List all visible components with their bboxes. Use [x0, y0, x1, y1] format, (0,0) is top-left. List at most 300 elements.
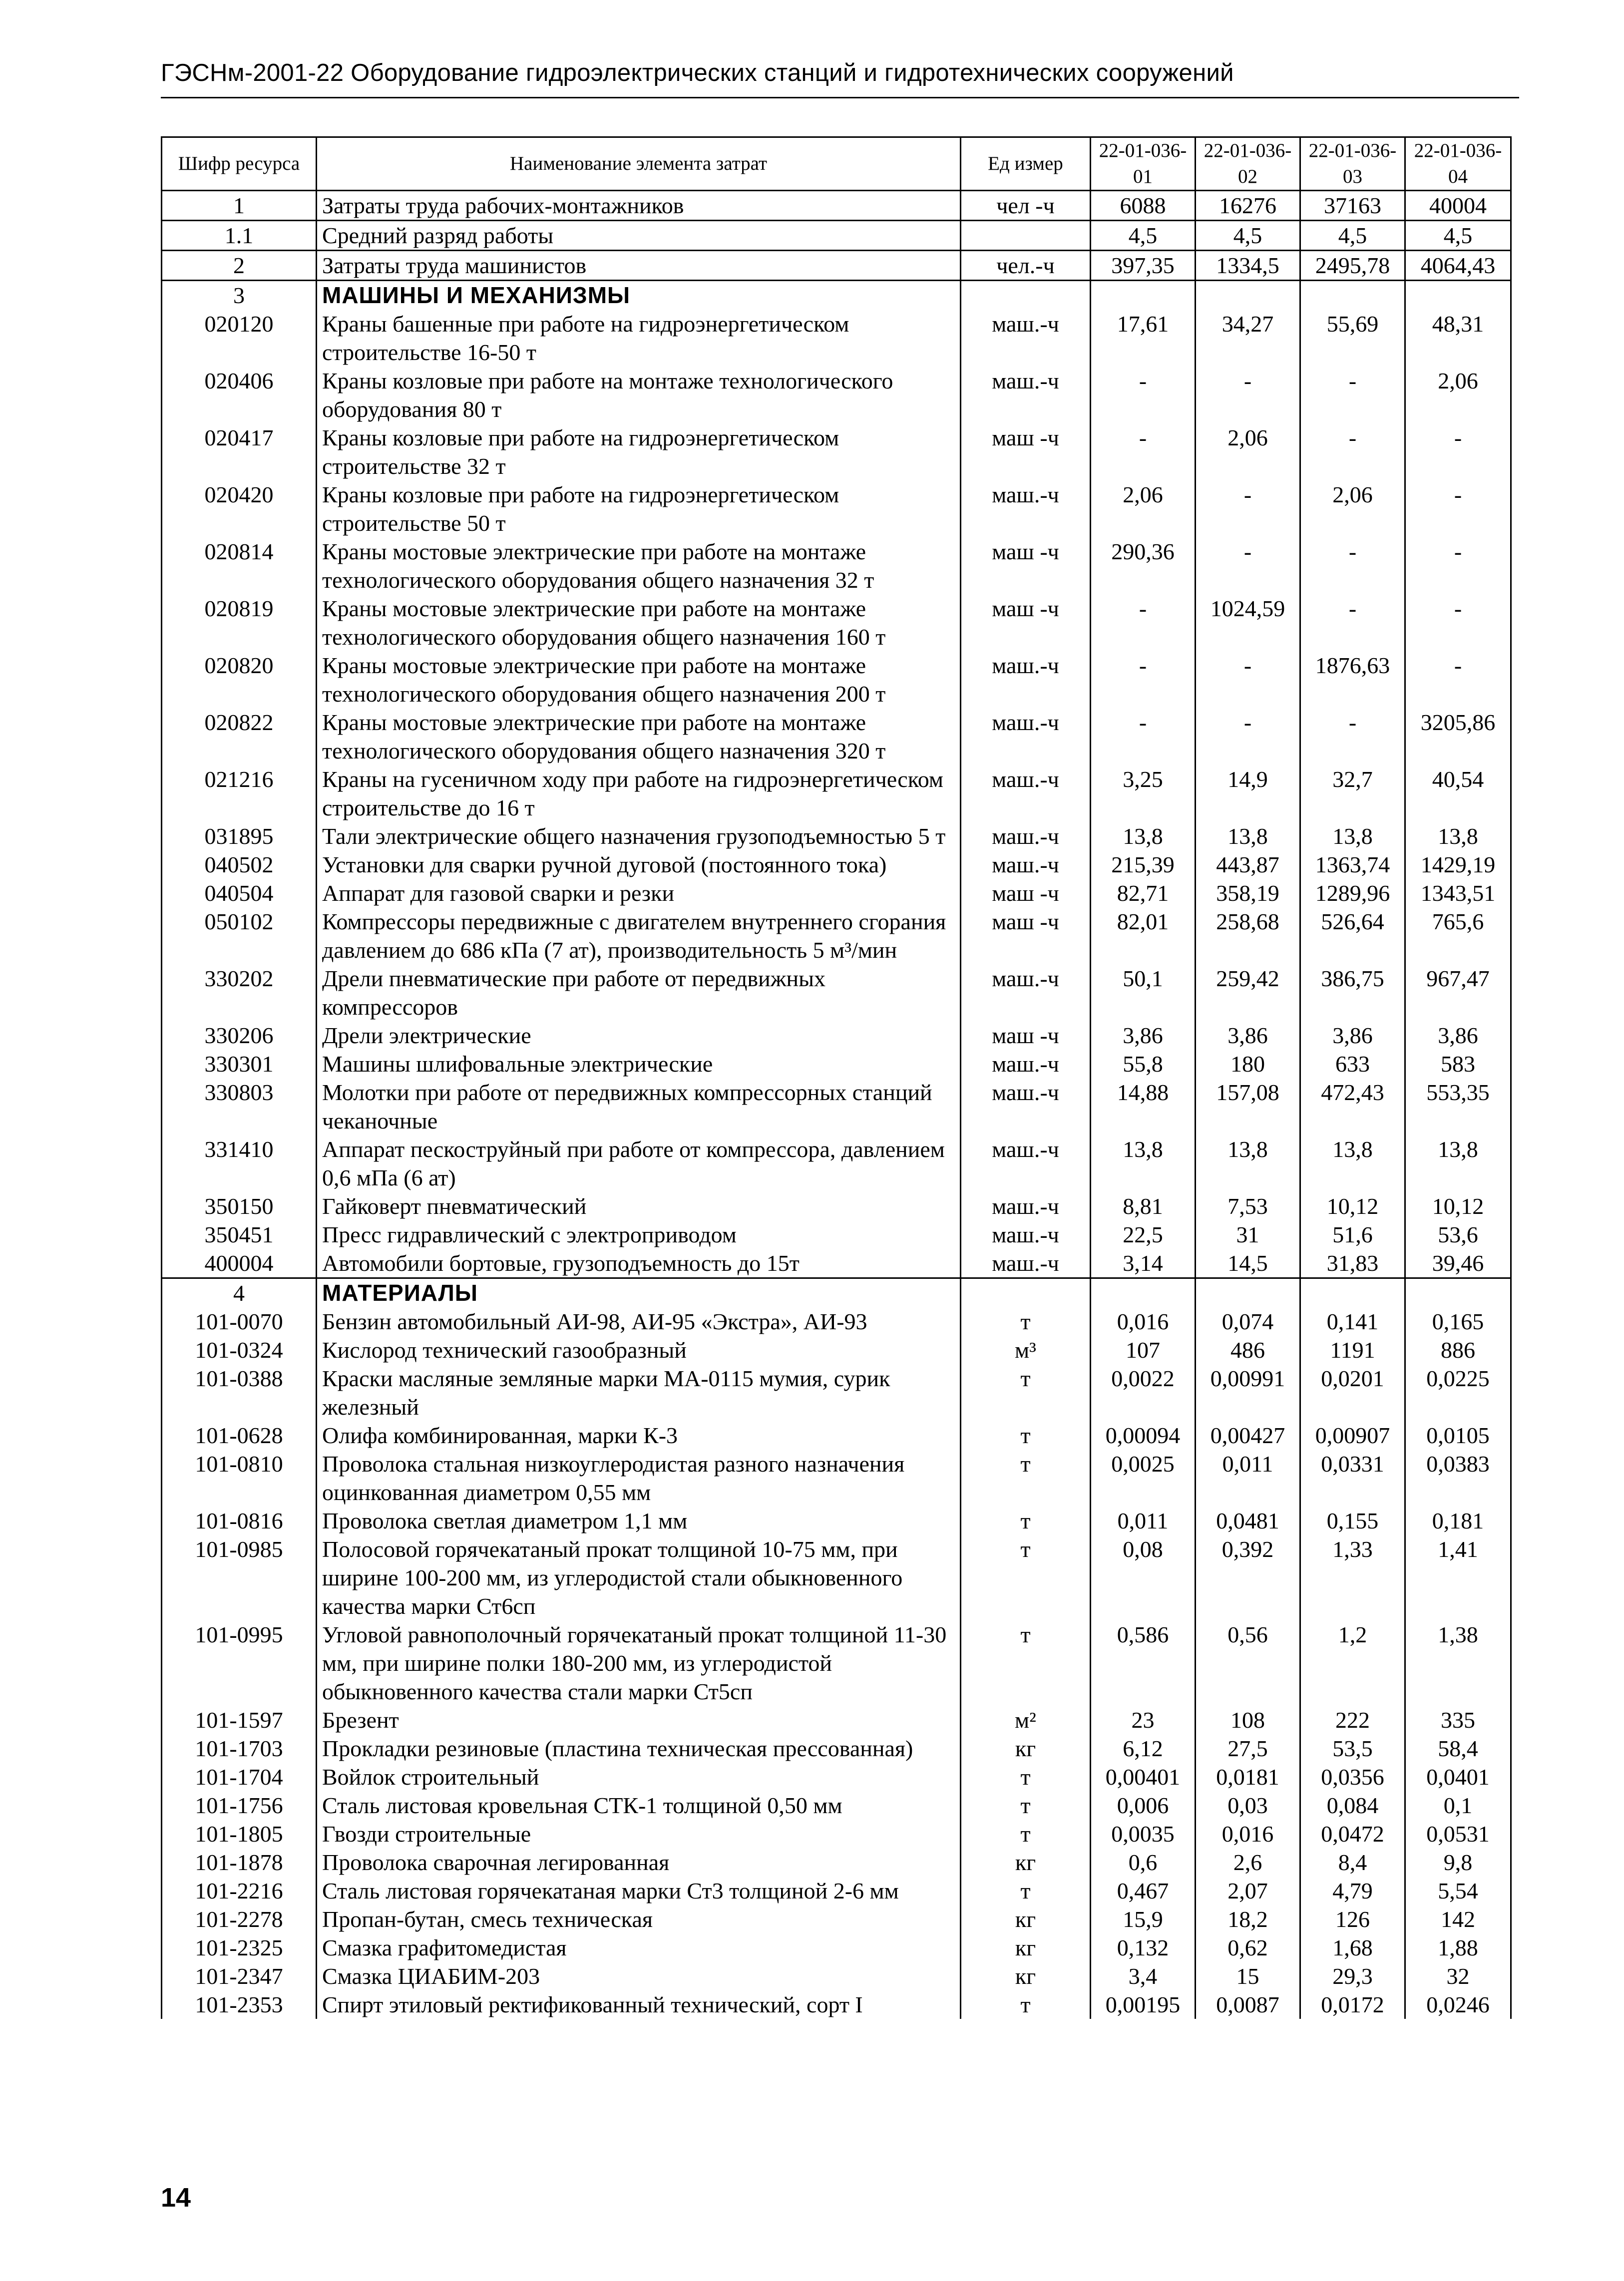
- cell-value-4: 1,38: [1405, 1620, 1511, 1706]
- cell-value-3: 8,4: [1300, 1848, 1405, 1877]
- cell-unit: маш -ч: [961, 423, 1091, 480]
- cell-value-4: 4,5: [1405, 221, 1511, 251]
- cell-value-1: -: [1091, 708, 1196, 765]
- table-row: [162, 850, 1511, 879]
- cell-name: Смазка ЦИАБИМ-203: [317, 1962, 961, 1990]
- cell-value-4: 0,1: [1405, 1791, 1511, 1820]
- cell-value-2: -: [1196, 651, 1300, 708]
- cell-value-1: [1091, 281, 1196, 310]
- cell-value-1: 15,9: [1091, 1905, 1196, 1933]
- cell-value-3: 4,79: [1300, 1877, 1405, 1905]
- cell-value-2: 0,0481: [1196, 1507, 1300, 1535]
- cell-unit: маш.-ч: [961, 708, 1091, 765]
- cell-value-1: 17,61: [1091, 310, 1196, 367]
- cell-code: 330202: [162, 964, 317, 1021]
- cell-value-2: 14,9: [1196, 765, 1300, 822]
- cell-code: 101-1756: [162, 1791, 317, 1820]
- cell-name: Краны козловые при работе на гидроэнергетическом строительстве 32 т: [317, 423, 961, 480]
- cell-value-2: 7,53: [1196, 1192, 1300, 1220]
- cell-name: Тали электрические общего назначения грузоподъемностью 5 т: [317, 822, 961, 850]
- cell-code: 101-2353: [162, 1990, 317, 2019]
- cell-name: Краны мостовые электрические при работе на монтаже технологического оборудования общего назначения 320 т: [317, 708, 961, 765]
- table-row: [162, 594, 1511, 651]
- cell-value-3: 55,69: [1300, 310, 1405, 367]
- cell-value-3: 1289,96: [1300, 879, 1405, 907]
- cell-name: МАШИНЫ И МЕХАНИЗМЫ: [317, 281, 961, 310]
- cell-value-2: 14,5: [1196, 1249, 1300, 1278]
- cell-code: 1.1: [162, 221, 317, 251]
- cell-value-4: 553,35: [1405, 1078, 1511, 1135]
- cell-code: 101-0070: [162, 1307, 317, 1336]
- cell-unit: [961, 281, 1091, 310]
- cell-value-4: 5,54: [1405, 1877, 1511, 1905]
- cell-value-1: 22,5: [1091, 1220, 1196, 1249]
- cell-value-3: 0,0172: [1300, 1990, 1405, 2019]
- cell-value-1: 2,06: [1091, 480, 1196, 537]
- cell-value-2: [1196, 281, 1300, 310]
- cell-value-1: 4,5: [1091, 221, 1196, 251]
- cell-name: Молотки при работе от передвижных компрессорных станций чеканочные: [317, 1078, 961, 1135]
- cell-value-2: 16276: [1196, 191, 1300, 221]
- cell-code: 101-0388: [162, 1364, 317, 1421]
- table-row: [162, 251, 1511, 281]
- cell-value-3: -: [1300, 537, 1405, 594]
- cell-name: Установки для сварки ручной дуговой (постоянного тока): [317, 850, 961, 879]
- cell-value-2: 486: [1196, 1336, 1300, 1364]
- table-row: [162, 1050, 1511, 1078]
- cell-code: 031895: [162, 822, 317, 850]
- cell-unit: т: [961, 1820, 1091, 1848]
- cell-unit: маш -ч: [961, 879, 1091, 907]
- cell-value-4: 53,6: [1405, 1220, 1511, 1249]
- cell-value-3: -: [1300, 708, 1405, 765]
- table-row: [162, 1791, 1511, 1820]
- cell-name: Смазка графитомедистая: [317, 1933, 961, 1962]
- cell-name: Аппарат пескоструйный при работе от компрессора, давлением 0,6 мПа (6 ат): [317, 1135, 961, 1192]
- table-row: [162, 480, 1511, 537]
- cell-value-3: 1,2: [1300, 1620, 1405, 1706]
- cell-value-2: 34,27: [1196, 310, 1300, 367]
- cell-code: 020417: [162, 423, 317, 480]
- cell-value-4: -: [1405, 594, 1511, 651]
- cell-unit: т: [961, 1763, 1091, 1791]
- cell-unit: маш -ч: [961, 594, 1091, 651]
- cell-value-2: 1024,59: [1196, 594, 1300, 651]
- cell-value-1: 0,00401: [1091, 1763, 1196, 1791]
- cell-name: Пресс гидравлический с электроприводом: [317, 1220, 961, 1249]
- cell-value-4: [1405, 1278, 1511, 1308]
- table-row: [162, 1990, 1511, 2019]
- cell-name: Дрели пневматические при работе от передвижных компрессоров: [317, 964, 961, 1021]
- cell-value-4: 4064,43: [1405, 251, 1511, 281]
- cell-value-1: 290,36: [1091, 537, 1196, 594]
- cell-value-3: [1300, 1278, 1405, 1308]
- cell-code: 330301: [162, 1050, 317, 1078]
- cell-name: Пропан-бутан, смесь техническая: [317, 1905, 961, 1933]
- table-body: [162, 191, 1511, 2019]
- cell-name: Проволока стальная низкоуглеродистая разного назначения оцинкованная диаметром 0,55 мм: [317, 1450, 961, 1507]
- cell-unit: маш.-ч: [961, 1078, 1091, 1135]
- cell-code: 2: [162, 251, 317, 281]
- cell-name: Гайковерт пневматический: [317, 1192, 961, 1220]
- cell-code: 101-0810: [162, 1450, 317, 1507]
- cell-value-4: 0,0531: [1405, 1820, 1511, 1848]
- cell-code: 350451: [162, 1220, 317, 1249]
- table-row: [162, 1220, 1511, 1249]
- table-row: [162, 1192, 1511, 1220]
- cell-value-2: 358,19: [1196, 879, 1300, 907]
- cell-value-4: 765,6: [1405, 907, 1511, 964]
- cell-value-1: 107: [1091, 1336, 1196, 1364]
- cell-code: 101-1597: [162, 1706, 317, 1734]
- cell-value-4: 2,06: [1405, 367, 1511, 423]
- table-row: [162, 1820, 1511, 1848]
- cell-unit: маш.-ч: [961, 1192, 1091, 1220]
- table-row: [162, 1962, 1511, 1990]
- cell-value-2: 0,00427: [1196, 1421, 1300, 1450]
- cell-value-1: 215,39: [1091, 850, 1196, 879]
- cell-code: 101-1805: [162, 1820, 317, 1848]
- cell-value-3: 526,64: [1300, 907, 1405, 964]
- table-row: [162, 1905, 1511, 1933]
- cell-value-3: 472,43: [1300, 1078, 1405, 1135]
- cell-unit: маш.-ч: [961, 1050, 1091, 1078]
- cell-value-4: 0,165: [1405, 1307, 1511, 1336]
- cell-value-2: 0,00991: [1196, 1364, 1300, 1421]
- cell-unit: кг: [961, 1905, 1091, 1933]
- cell-unit: маш.-ч: [961, 1135, 1091, 1192]
- cell-value-3: 0,00907: [1300, 1421, 1405, 1450]
- cell-value-4: 3205,86: [1405, 708, 1511, 765]
- cell-code: 330803: [162, 1078, 317, 1135]
- cell-value-1: 3,14: [1091, 1249, 1196, 1278]
- cell-name: Краски масляные земляные марки МА-0115 мумия, сурик железный: [317, 1364, 961, 1421]
- cell-value-2: 258,68: [1196, 907, 1300, 964]
- table-row: [162, 1734, 1511, 1763]
- page-header: ГЭСНм-2001-22 Оборудование гидроэлектрических станций и гидротехнических сооружений: [161, 59, 1234, 86]
- cell-value-3: 0,084: [1300, 1791, 1405, 1820]
- cell-name: Гвозди строительные: [317, 1820, 961, 1848]
- cell-unit: маш.-ч: [961, 480, 1091, 537]
- table-row: [162, 1877, 1511, 1905]
- cell-code: 020420: [162, 480, 317, 537]
- table-row: [162, 191, 1511, 221]
- cell-value-4: 967,47: [1405, 964, 1511, 1021]
- cell-unit: маш.-ч: [961, 850, 1091, 879]
- cell-value-3: 2495,78: [1300, 251, 1405, 281]
- cell-name: Проволока сварочная легированная: [317, 1848, 961, 1877]
- cell-value-1: 23: [1091, 1706, 1196, 1734]
- cell-unit: т: [961, 1450, 1091, 1507]
- cell-code: 101-1704: [162, 1763, 317, 1791]
- cell-value-4: 9,8: [1405, 1848, 1511, 1877]
- cell-name: Краны башенные при работе на гидроэнергетическом строительстве 16-50 т: [317, 310, 961, 367]
- cell-value-1: 3,4: [1091, 1962, 1196, 1990]
- cell-value-1: 0,467: [1091, 1877, 1196, 1905]
- cell-unit: кг: [961, 1734, 1091, 1763]
- table-row: [162, 1848, 1511, 1877]
- cell-name: МАТЕРИАЛЫ: [317, 1278, 961, 1308]
- cell-name: Затраты труда машинистов: [317, 251, 961, 281]
- cell-name: Угловой равнополочный горячекатаный прокат толщиной 11-30 мм, при ширине полки 180-200 мм, из углеродистой обыкновенного качества стали марки Ст5сп: [317, 1620, 961, 1706]
- cell-unit: м³: [961, 1336, 1091, 1364]
- cell-value-4: [1405, 281, 1511, 310]
- cell-code: 101-0995: [162, 1620, 317, 1706]
- cell-value-1: 0,132: [1091, 1933, 1196, 1962]
- cell-value-1: 0,0035: [1091, 1820, 1196, 1848]
- cell-code: 1: [162, 191, 317, 221]
- cell-value-3: 1191: [1300, 1336, 1405, 1364]
- cell-value-3: 51,6: [1300, 1220, 1405, 1249]
- header-rule: [161, 97, 1519, 98]
- cell-value-3: 222: [1300, 1706, 1405, 1734]
- cell-value-4: -: [1405, 423, 1511, 480]
- cell-value-1: 0,016: [1091, 1307, 1196, 1336]
- table-row: [162, 964, 1511, 1021]
- cell-value-3: 3,86: [1300, 1021, 1405, 1050]
- cell-value-3: 13,8: [1300, 1135, 1405, 1192]
- cell-value-4: 0,0105: [1405, 1421, 1511, 1450]
- cell-value-2: 15: [1196, 1962, 1300, 1990]
- table-row: [162, 1307, 1511, 1336]
- cell-value-3: 53,5: [1300, 1734, 1405, 1763]
- cell-value-4: 142: [1405, 1905, 1511, 1933]
- cell-value-1: 0,006: [1091, 1791, 1196, 1820]
- cell-value-1: 0,00094: [1091, 1421, 1196, 1450]
- cell-code: 021216: [162, 765, 317, 822]
- cell-value-2: 259,42: [1196, 964, 1300, 1021]
- table-row: [162, 1507, 1511, 1535]
- cell-value-4: 10,12: [1405, 1192, 1511, 1220]
- table-row: [162, 1450, 1511, 1507]
- column-header-022-01-036-02: 22-01-036-02: [1196, 137, 1300, 191]
- cell-unit: чел.-ч: [961, 251, 1091, 281]
- column-header-022-01-036-01: 22-01-036-01: [1091, 137, 1196, 191]
- cell-code: 331410: [162, 1135, 317, 1192]
- cell-value-3: 32,7: [1300, 765, 1405, 822]
- cell-value-1: 14,88: [1091, 1078, 1196, 1135]
- cell-value-1: 0,00195: [1091, 1990, 1196, 2019]
- cell-value-3: 0,0472: [1300, 1820, 1405, 1848]
- cell-value-4: 3,86: [1405, 1021, 1511, 1050]
- cell-unit: маш.-ч: [961, 367, 1091, 423]
- cell-value-1: -: [1091, 367, 1196, 423]
- cell-name: Краны на гусеничном ходу при работе на гидроэнергетическом строительстве до 16 т: [317, 765, 961, 822]
- cell-unit: маш.-ч: [961, 1220, 1091, 1249]
- cell-name: Дрели электрические: [317, 1021, 961, 1050]
- cell-value-1: 13,8: [1091, 822, 1196, 850]
- cell-unit: [961, 1278, 1091, 1308]
- cell-unit: т: [961, 1421, 1091, 1450]
- cell-value-2: -: [1196, 537, 1300, 594]
- cell-value-1: 8,81: [1091, 1192, 1196, 1220]
- cell-unit: т: [961, 1620, 1091, 1706]
- table-row: [162, 1421, 1511, 1450]
- cell-value-3: 0,0356: [1300, 1763, 1405, 1791]
- cell-value-1: 82,01: [1091, 907, 1196, 964]
- cell-value-1: [1091, 1278, 1196, 1308]
- cell-value-2: 157,08: [1196, 1078, 1300, 1135]
- cell-unit: т: [961, 1791, 1091, 1820]
- cell-unit: кг: [961, 1848, 1091, 1877]
- cell-code: 101-2278: [162, 1905, 317, 1933]
- table-row: [162, 367, 1511, 423]
- cell-value-1: 397,35: [1091, 251, 1196, 281]
- cell-value-2: 1334,5: [1196, 251, 1300, 281]
- cell-code: 400004: [162, 1249, 317, 1278]
- cell-value-3: 1,68: [1300, 1933, 1405, 1962]
- cell-value-4: 58,4: [1405, 1734, 1511, 1763]
- table-row: [162, 822, 1511, 850]
- column-header-022-01-036-04: 22-01-036-04: [1405, 137, 1511, 191]
- cell-unit: чел -ч: [961, 191, 1091, 221]
- cell-name: Кислород технический газообразный: [317, 1336, 961, 1364]
- cell-name: Краны мостовые электрические при работе на монтаже технологического оборудования общего назначения 32 т: [317, 537, 961, 594]
- table-row: [162, 1364, 1511, 1421]
- cell-unit: маш.-ч: [961, 964, 1091, 1021]
- cell-value-4: -: [1405, 537, 1511, 594]
- cell-unit: маш.-ч: [961, 1249, 1091, 1278]
- cell-unit: маш.-ч: [961, 310, 1091, 367]
- cell-name: Автомобили бортовые, грузоподъемность до 15т: [317, 1249, 961, 1278]
- cell-code: 101-2216: [162, 1877, 317, 1905]
- cell-name: Бензин автомобильный АИ-98, АИ-95 «Экстра», АИ-93: [317, 1307, 961, 1336]
- cell-name: Сталь листовая горячекатаная марки Ст3 толщиной 2-6 мм: [317, 1877, 961, 1905]
- table-row: [162, 537, 1511, 594]
- cell-value-4: -: [1405, 480, 1511, 537]
- table-row: [162, 1763, 1511, 1791]
- cell-value-1: 3,86: [1091, 1021, 1196, 1050]
- cell-value-3: 29,3: [1300, 1962, 1405, 1990]
- cell-code: 101-2347: [162, 1962, 317, 1990]
- cell-value-1: -: [1091, 423, 1196, 480]
- cell-code: 040502: [162, 850, 317, 879]
- cell-name: Прокладки резиновые (пластина техническая прессованная): [317, 1734, 961, 1763]
- table-row: [162, 1535, 1511, 1620]
- cell-code: 020120: [162, 310, 317, 367]
- cell-code: 040504: [162, 879, 317, 907]
- cell-code: 101-0324: [162, 1336, 317, 1364]
- cell-code: 350150: [162, 1192, 317, 1220]
- cell-value-4: 1,88: [1405, 1933, 1511, 1962]
- cell-code: 020819: [162, 594, 317, 651]
- section-row: [162, 281, 1511, 310]
- cell-name: Войлок строительный: [317, 1763, 961, 1791]
- table-row: [162, 1933, 1511, 1962]
- cell-unit: т: [961, 1990, 1091, 2019]
- cell-value-4: 335: [1405, 1706, 1511, 1734]
- cell-value-4: 40004: [1405, 191, 1511, 221]
- table-row: [162, 907, 1511, 964]
- table-row: [162, 1021, 1511, 1050]
- cell-value-4: 32: [1405, 1962, 1511, 1990]
- table-row: [162, 765, 1511, 822]
- cell-value-2: -: [1196, 367, 1300, 423]
- cell-value-3: -: [1300, 367, 1405, 423]
- cell-value-2: 0,62: [1196, 1933, 1300, 1962]
- cell-name: Олифа комбинированная, марки К-3: [317, 1421, 961, 1450]
- cell-value-3: 633: [1300, 1050, 1405, 1078]
- cell-value-2: -: [1196, 480, 1300, 537]
- column-header-022-01-036-03: 22-01-036-03: [1300, 137, 1405, 191]
- cell-value-2: 13,8: [1196, 1135, 1300, 1192]
- cell-unit: маш -ч: [961, 907, 1091, 964]
- cell-value-1: 0,0025: [1091, 1450, 1196, 1507]
- cell-unit: т: [961, 1507, 1091, 1535]
- cell-value-4: 0,181: [1405, 1507, 1511, 1535]
- table-row: [162, 1706, 1511, 1734]
- cell-code: 020406: [162, 367, 317, 423]
- cell-value-1: -: [1091, 594, 1196, 651]
- cell-unit: [961, 221, 1091, 251]
- cell-value-4: 1429,19: [1405, 850, 1511, 879]
- cell-value-4: 1,41: [1405, 1535, 1511, 1620]
- cell-value-3: 386,75: [1300, 964, 1405, 1021]
- section-row: [162, 1278, 1511, 1308]
- cell-value-1: 50,1: [1091, 964, 1196, 1021]
- table-row: [162, 1078, 1511, 1135]
- cell-name: Спирт этиловый ректификованный технический, сорт I: [317, 1990, 961, 2019]
- cell-value-2: 0,0087: [1196, 1990, 1300, 2019]
- cell-value-4: 13,8: [1405, 1135, 1511, 1192]
- cell-value-3: 10,12: [1300, 1192, 1405, 1220]
- cell-value-2: 13,8: [1196, 822, 1300, 850]
- cell-value-4: 583: [1405, 1050, 1511, 1078]
- cell-name: Проволока светлая диаметром 1,1 мм: [317, 1507, 961, 1535]
- cell-value-2: 27,5: [1196, 1734, 1300, 1763]
- cell-value-3: 126: [1300, 1905, 1405, 1933]
- cell-value-4: -: [1405, 651, 1511, 708]
- cell-code: 050102: [162, 907, 317, 964]
- cell-value-3: 4,5: [1300, 221, 1405, 251]
- cell-name: Краны мостовые электрические при работе на монтаже технологического оборудования общего назначения 200 т: [317, 651, 961, 708]
- cell-value-2: 443,87: [1196, 850, 1300, 879]
- cell-value-3: 2,06: [1300, 480, 1405, 537]
- cell-code: 101-0816: [162, 1507, 317, 1535]
- cell-value-3: 0,141: [1300, 1307, 1405, 1336]
- cell-value-1: 13,8: [1091, 1135, 1196, 1192]
- cell-value-4: 886: [1405, 1336, 1511, 1364]
- table-row: [162, 708, 1511, 765]
- cell-value-1: 55,8: [1091, 1050, 1196, 1078]
- cell-value-3: -: [1300, 423, 1405, 480]
- cell-name: Компрессоры передвижные с двигателем внутреннего сгорания давлением до 686 кПа (7 ат), производительность 5 м³/мин: [317, 907, 961, 964]
- cell-value-3: 0,0331: [1300, 1450, 1405, 1507]
- table-header: [162, 137, 1511, 191]
- cell-value-4: 13,8: [1405, 822, 1511, 850]
- cell-unit: кг: [961, 1962, 1091, 1990]
- cell-value-2: -: [1196, 708, 1300, 765]
- cell-value-4: 40,54: [1405, 765, 1511, 822]
- cell-unit: кг: [961, 1933, 1091, 1962]
- cell-unit: т: [961, 1877, 1091, 1905]
- table-row: [162, 1336, 1511, 1364]
- cell-value-2: 2,6: [1196, 1848, 1300, 1877]
- cell-value-2: 0,0181: [1196, 1763, 1300, 1791]
- table-row: [162, 423, 1511, 480]
- cell-code: 330206: [162, 1021, 317, 1050]
- cell-value-4: 48,31: [1405, 310, 1511, 367]
- cell-value-3: 0,155: [1300, 1507, 1405, 1535]
- cell-value-2: 0,011: [1196, 1450, 1300, 1507]
- cell-name: Краны козловые при работе на монтаже технологического оборудования 80 т: [317, 367, 961, 423]
- cell-code: 101-0628: [162, 1421, 317, 1450]
- cell-code: 3: [162, 281, 317, 310]
- cell-code: 101-2325: [162, 1933, 317, 1962]
- cell-value-2: 0,074: [1196, 1307, 1300, 1336]
- cell-value-4: 39,46: [1405, 1249, 1511, 1278]
- cell-unit: маш.-ч: [961, 651, 1091, 708]
